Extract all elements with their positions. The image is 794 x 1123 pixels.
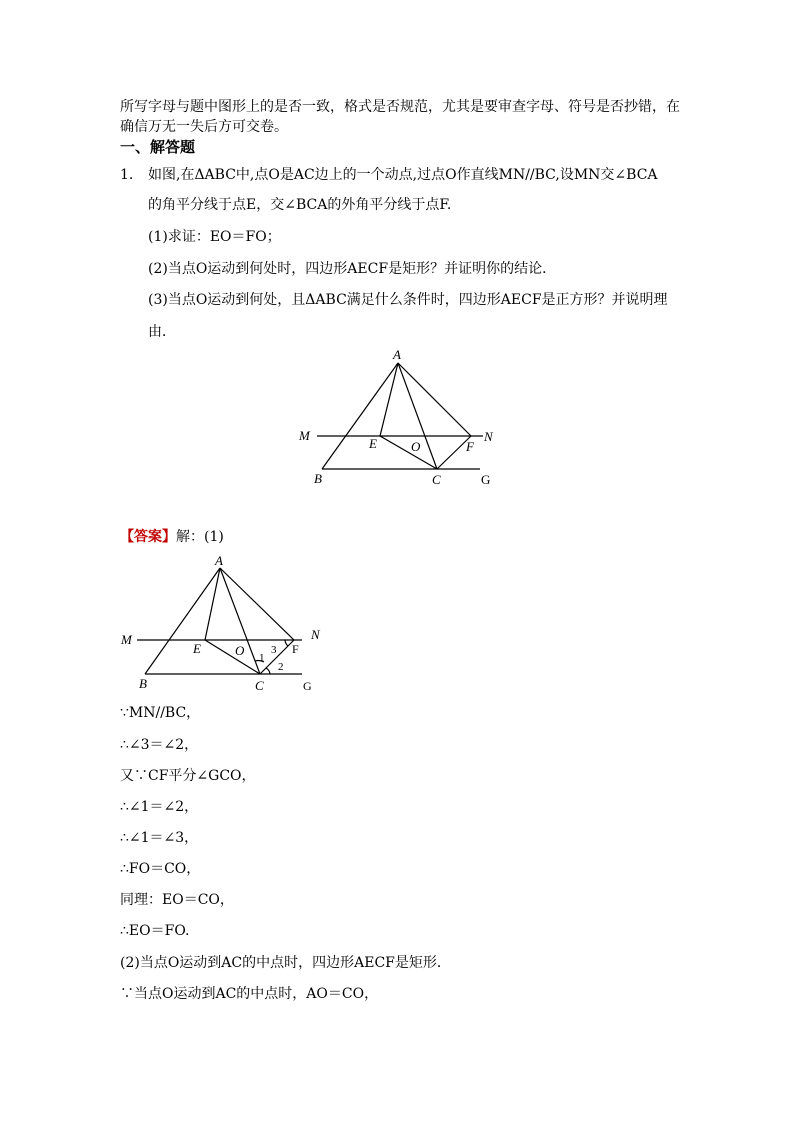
label-a: A — [393, 347, 401, 362]
answer-step: ∴∠3＝∠2， — [120, 737, 199, 753]
label-e: E — [193, 641, 201, 656]
intro-line-1: 所写字母与题中图形上的是否一致，格式是否规范，尤其是要审查字母、符号是否抄错，在 — [120, 99, 680, 115]
problem-number: 1. — [120, 167, 134, 183]
angle-2-arc — [266, 668, 270, 674]
answer-step: ∴FO＝CO， — [120, 861, 201, 877]
label-n: N — [484, 429, 493, 444]
answer-step: 又∵CF平分∠GCO， — [120, 768, 256, 784]
answer-intro: 解：(1) — [176, 529, 224, 545]
label-c: C — [432, 472, 441, 487]
problem-part-1: (1)求证：EO＝FO； — [148, 229, 281, 245]
answer-step: ∴EO＝FO. — [120, 923, 190, 939]
problem-part-3-line-1: (3)当点O运动到何处，且ΔABC满足什么条件时，四边形AECF是正方形？并说明理 — [148, 292, 668, 308]
label-b: B — [139, 676, 147, 691]
answer-step: ∴∠1＝∠3， — [120, 830, 199, 846]
segment-fc — [260, 640, 294, 674]
label-a: A — [215, 553, 223, 568]
label-o: O — [411, 439, 421, 454]
angle-2-label: 2 — [278, 661, 284, 673]
segment-af — [220, 568, 294, 640]
answer-step: ∴∠1＝∠2， — [120, 799, 199, 815]
problem-line-2: 的角平分线于点E，交∠BCA的外角平分线于点F. — [148, 197, 452, 213]
intro-line-2: 确信万无一失后方可交卷。 — [120, 119, 288, 135]
segment-ec — [380, 436, 437, 469]
angle-3-label: 3 — [271, 644, 277, 656]
section-title: 一、解答题 — [120, 138, 196, 156]
answer-tag: 【答案】 — [120, 529, 176, 545]
label-g: G — [303, 679, 312, 693]
label-f: F — [292, 642, 299, 656]
segment-ab — [322, 363, 398, 469]
problem-part-2: (2)当点O运动到何处时，四边形AECF是矩形？并证明你的结论． — [148, 261, 557, 277]
geometry-figure-1 — [290, 342, 510, 492]
angle-1-label: 1 — [259, 652, 265, 664]
label-c: C — [255, 678, 264, 693]
answer-part-2-reason: ∵当点O运动到AC的中点时，AO＝CO， — [120, 986, 379, 1002]
answer-step: ∵MN//BC， — [120, 705, 201, 721]
label-b: B — [314, 471, 322, 486]
label-e: E — [369, 436, 377, 451]
label-g: G — [481, 472, 491, 487]
label-f: F — [466, 439, 474, 454]
segment-ac — [220, 568, 260, 674]
segment-ec — [205, 640, 260, 674]
answer-heading — [120, 528, 224, 546]
answer-step: 同理：EO＝CO， — [120, 892, 234, 908]
problem-part-3-line-2: 由． — [148, 324, 176, 340]
problem-line-1: 如图,在ΔABC中,点O是AC边上的一个动点,过点O作直线MN//BC,设MN交∠BCA — [148, 167, 658, 183]
label-m: M — [121, 632, 132, 647]
answer-part-2: (2)当点O运动到AC的中点时，四边形AECF是矩形． — [120, 955, 451, 971]
segment-af — [398, 363, 471, 436]
angle-3-arc — [285, 640, 288, 646]
geometry-figure-2 — [116, 550, 330, 696]
label-n: N — [311, 627, 320, 642]
segment-ae — [380, 363, 398, 436]
label-o: O — [235, 643, 245, 658]
label-m: M — [299, 428, 310, 443]
